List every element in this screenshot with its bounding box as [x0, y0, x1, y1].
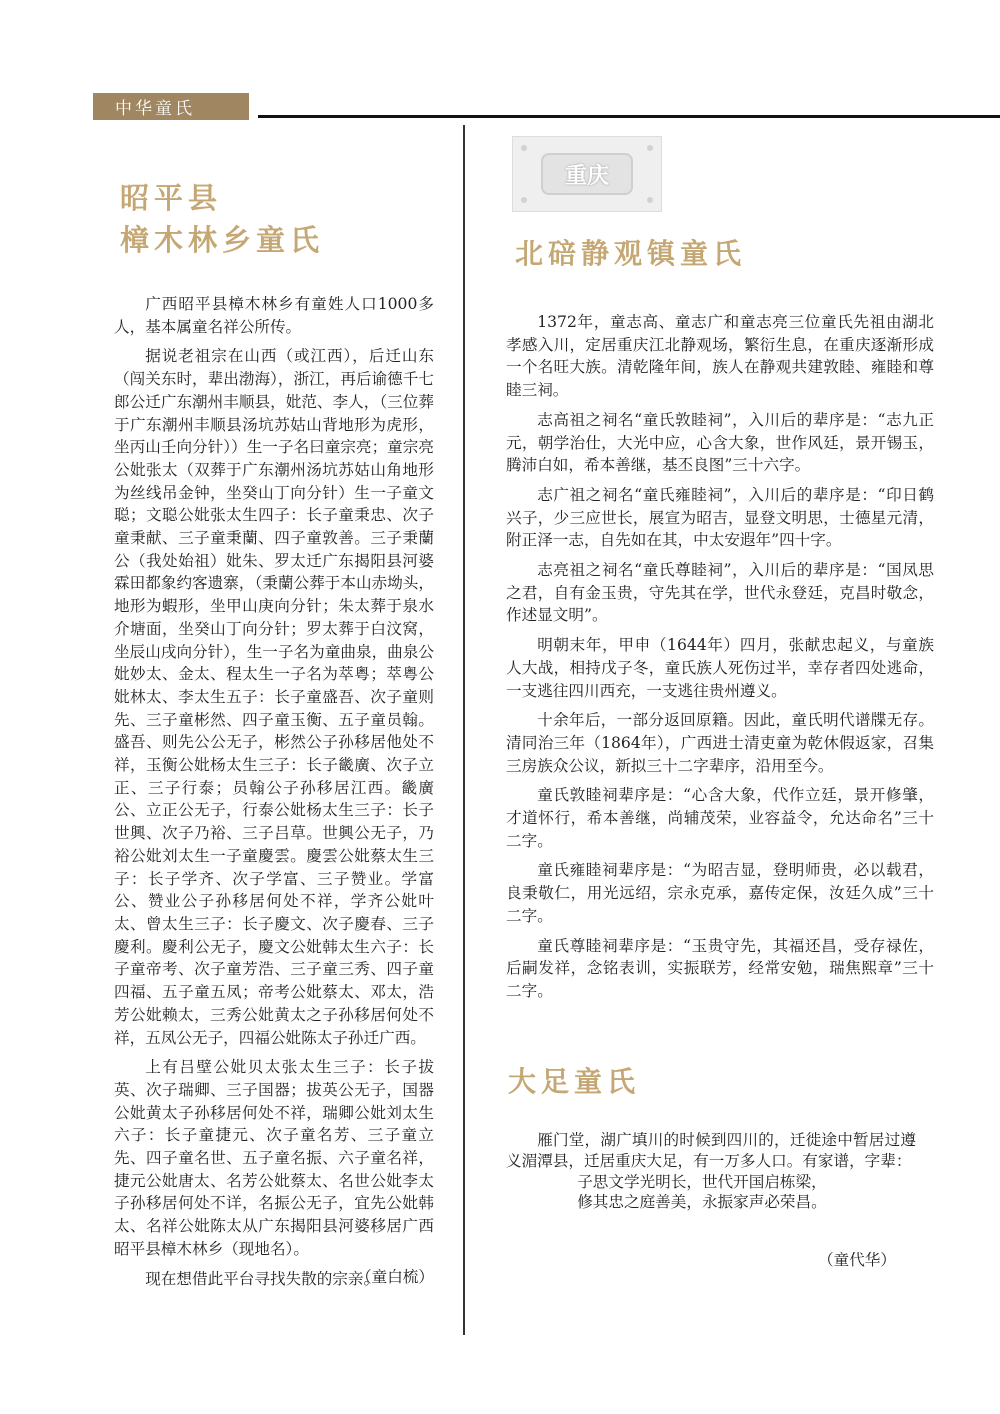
right-signature: （童代华）	[818, 1251, 896, 1269]
right-paragraph: 童氏雍睦祠辈序是：“为昭吉显，登明师贵，必以载君，良秉敬仁，用光远绍，宗永克承，嘉传定保，汝廷久成”三十二字。	[506, 861, 934, 925]
right-paragraph: 明朝末年，甲申（1644年）四月，张献忠起义，与童族人大战，相持戊子冬，童氏族人死伤过半，幸存者四处逃命，一支逃往四川西充，一支逃往贵州遵义。	[506, 636, 934, 700]
left-signature: （童白梳）	[356, 1268, 434, 1286]
right-section1-body	[506, 311, 934, 1010]
generation-poem-line: 子思文学光明长，世代开国启栋梁，	[577, 1173, 827, 1191]
generation-poem-line: 修其忠之庭善美，永振家声必荣昌。	[577, 1193, 827, 1211]
badge-corner-ornament	[521, 145, 527, 151]
left-title-line2: 樟木林乡童氏	[120, 223, 325, 257]
right-section2-title: 大足童氏	[508, 1065, 641, 1098]
right-paragraph: 1372年，童志高、童志广和童志亮三位童氏先祖由湖北孝感入川，定居重庆江北静观场，繁衍生息，在重庆逐渐形成一个名旺大族。清乾隆年间，族人在静观共建敦睦、雍睦和尊睦三祠。	[506, 313, 934, 400]
right-section2-body	[506, 1130, 916, 1212]
right-paragraph: 十余年后，一部分返回原籍。因此，童氏明代谱牒无存。清同治三年（1864年），广西进士清吏童为乾休假返家，召集三房族众公议，新拟三十二字辈序，沿用至今。	[506, 711, 934, 775]
badge-corner-ornament	[647, 197, 653, 203]
header-rule	[258, 115, 1000, 118]
badge-corner-ornament	[647, 145, 653, 151]
right-paragraph: 志广祖之祠名“童氏雍睦祠”，入川后的辈序是：“印日鹤兴子，少三应世长，展宣为昭吉，显登文明思，士德星元清，附正泽一志，自先如在其，中太安遐年”四十字。	[506, 485, 934, 550]
left-title-line1: 昭平县	[120, 181, 223, 215]
right-paragraph: 童氏尊睦祠辈序是：“玉贵守先，其福还昌，受存禄佐，后嗣发祥，念铭表训，实振联芳，经常安勉，瑞焦熙章”三十二字。	[506, 936, 934, 1000]
left-paragraph: 上有吕壁公妣贝太张太生三子：长子拔英、次子瑞卿、三子国器；拔英公无子，国器公妣黄太子孙移居何处不祥，瑞卿公妣刘太生六子：长子童捷元、次子童名芳、三子童立先、四子童名世、五子童名振、六子童名祥，捷元公妣唐太、名芳公妣蔡太、名世公妣李太子孙移居何处不详，名振公无子，宜先公妣韩太、名祥公妣陈太从广东揭阳县河婆移居广西昭平县樟木林乡（现地名）。	[114, 1058, 434, 1258]
badge-label: 重庆	[541, 153, 633, 195]
left-paragraph: 广西昭平县樟木林乡有童姓人口1000多人，基本属童名祥公所传。	[114, 295, 434, 336]
left-paragraph: 据说老祖宗在山西（或江西），后迁山东（闯关东时，辈出渤海），浙江，再后谕德千七郎公迁广东潮州丰顺县，妣范、李人，（三位葬于广东潮州丰顺县汤坑苏姑山背地形为虎形，坐丙山壬向分针））生一子名曰童宗亮；童宗亮公妣张太（双葬于广东潮州汤坑苏姑山角地形为丝线吊金钟，坐癸山丁向分针）生一子童文聪；文聪公妣张太生四子：长子童秉忠、次子童秉献、三子童秉蘭、四子童敦善。三子秉蘭公（我处始祖）妣朱、罗太迁广东揭阳县河婆霖田都象约客遗寨，（秉蘭公葬于本山赤坳头，地形为蝦形，坐甲山庚向分针；朱太葬于泉水介塘面，坐癸山丁向分针；罗太葬于白汶窝，坐辰山戌向分针），生一子名为童曲泉，曲泉公妣妙太、金太、程太生一子名为萃粤；萃粤公妣林太、李太生五子：长子童盛吾、次子童则先、三子童彬然、四子童玉衡、五子童员翰。盛吾、则先公公无子，彬然公子孙移居他处不祥，玉衡公妣杨太生三子：长子畿廣、次子立正、三子行泰；员翰公子孙移居江西。畿廣公、立正公无子，行泰公妣杨太生三子：长子世興、次子乃裕、三子吕草。世興公无子，乃裕公妣刘太生一子童慶雲。慶雲公妣蔡太生三子：长子学齐、次子学富、三子赞业。学富公、赞业公子孙移居何处不祥，学齐公妣叶太、曾太生三子：长子慶文、次子慶春、三子慶利。慶利公无子，慶文公妣韩太生六子：长子童帝考、次子童芳浩、三子童三秀、四子童四福、五子童五凤；帝考公妣蔡太、邓太，浩芳公妣赖太，三秀公妣黄太之子孙移居何处不祥，五凤公无子，四福公妣陈太子孙迁广西。	[114, 347, 434, 1047]
left-paragraph: 现在想借此平台寻找失散的宗亲。	[145, 1269, 380, 1288]
region-badge	[512, 136, 662, 212]
header-label: 中华童氏	[115, 99, 195, 119]
badge-corner-ornament	[521, 197, 527, 203]
right-paragraph: 志高祖之祠名“童氏敦睦祠”，入川后的辈序是：“志九正元，朝学治仕，大光中应，心含大象，世作风廷，景开锡玉，腾沛白如，希本善继，基丕良图”三十六字。	[506, 410, 934, 475]
right-paragraph: 童氏敦睦祠辈序是：“心含大象，代作立廷，景开修肇，才道怀行，希本善继，尚辅茂荣，业容益令，允达命名”三十二字。	[506, 786, 934, 850]
right-section1-title: 北碚静观镇童氏	[515, 237, 747, 270]
column-divider	[463, 125, 465, 1335]
section-header-tab	[93, 93, 249, 120]
right-paragraph: 雁门堂，湖广填川的时候到四川的，迁徙途中暂居过遵义湄潭县，迁居重庆大足，有一万多人口。有家谱，字辈：	[506, 1131, 916, 1170]
left-article-body	[114, 293, 434, 1297]
right-paragraph: 志亮祖之祠名“童氏尊睦祠”，入川后的辈序是：“国凤思之君，自有金玉贵，守先其在学，世代永登廷，克昌时敬念，作述显文明”。	[506, 561, 934, 625]
